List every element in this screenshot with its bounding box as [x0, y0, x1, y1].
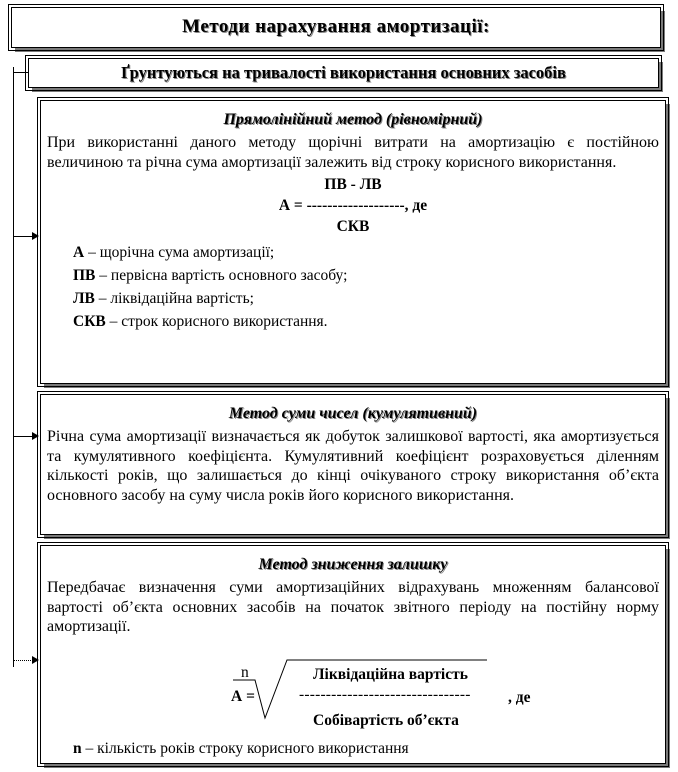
straight-line-formula-denominator: СКВ: [336, 218, 370, 235]
subtitle-box: [28, 58, 659, 88]
definition-text: – первісна вартість основного засобу;: [95, 267, 348, 284]
definition-term: А: [73, 244, 85, 261]
formula-lhs: А =: [231, 688, 255, 705]
formula-numerator: Ліквідаційна вартість: [313, 666, 468, 683]
arrow-to-method-2: [32, 432, 39, 440]
diagram-title: Методи нарахування амортизації:: [182, 16, 490, 37]
definition-pv: [73, 264, 665, 287]
sum-of-digits-heading: Метод суми чисел (кумулятивний): [228, 405, 478, 422]
definition-n: [73, 740, 409, 758]
definition-term: ЛВ: [73, 290, 95, 307]
definition-term: ПВ: [73, 267, 96, 284]
straight-line-definitions: [73, 241, 665, 333]
formula-suffix: , де: [508, 689, 531, 706]
straight-line-method-box: [40, 100, 666, 384]
connector-trunk: [13, 67, 14, 667]
title-box: [11, 7, 661, 48]
arrow-to-method-3: [32, 656, 39, 664]
definition-text: – кількість років строку корисного використання: [81, 740, 409, 757]
definition-lv: [73, 287, 665, 310]
connector-to-method-2: [13, 436, 33, 437]
diagram-subtitle: Ґрунтуються на тривалості використання основних засобів: [121, 63, 566, 82]
formula-fraction-line: --------------------------------: [299, 686, 471, 703]
straight-line-heading: Прямолінійний метод (рівномірний): [223, 111, 483, 128]
definition-text: – ліквідаційна вартість;: [94, 290, 254, 307]
sum-of-digits-method-box: [40, 394, 666, 535]
straight-line-formula: А = -------------------, де: [278, 197, 428, 214]
arrow-to-method-1: [32, 232, 39, 240]
declining-balance-formula: [41, 546, 665, 763]
definition-text: – щорічна сума амортизації;: [84, 244, 275, 261]
definition-skv: [73, 310, 665, 333]
connector-to-subtitle: [13, 72, 28, 73]
connector-to-method-3: [13, 660, 33, 661]
root-index: n: [241, 664, 249, 681]
declining-balance-heading: Метод зниження залишку: [258, 556, 448, 573]
sum-of-digits-description: Річна сума амортизації визначається як добуток залишкової вартості, яка амортизується та кумулятивного коефіцієнта. Кумулятивний коефіцієнт розраховується діленням кількості років, що залишається до кінці очікуваного строку використання об’єкта основного засобу на суму числа років його корисного використання.: [47, 428, 659, 504]
definition-text: – строк корисного використання.: [105, 313, 328, 330]
definition-term: СКВ: [73, 313, 106, 330]
connector-to-method-1: [13, 236, 33, 237]
definition-a: [73, 241, 665, 264]
declining-balance-description: Передбачає визначення суми амортизаційних відрахувань множенням балансової вартості об’єкта основних засобів на початок звітного періоду на постійну норму амортизації.: [47, 579, 659, 635]
declining-balance-method-box: [40, 545, 666, 764]
straight-line-description: При використанні даного методу щорічні витрати на амортизацію є постійною величиною та річна сума амортизації залежить від строку корисного використання.: [47, 134, 659, 171]
formula-denominator: Собівартість об’єкта: [313, 712, 459, 729]
straight-line-formula-numerator: ПВ - ЛВ: [324, 176, 382, 193]
definition-term: n: [73, 740, 82, 757]
